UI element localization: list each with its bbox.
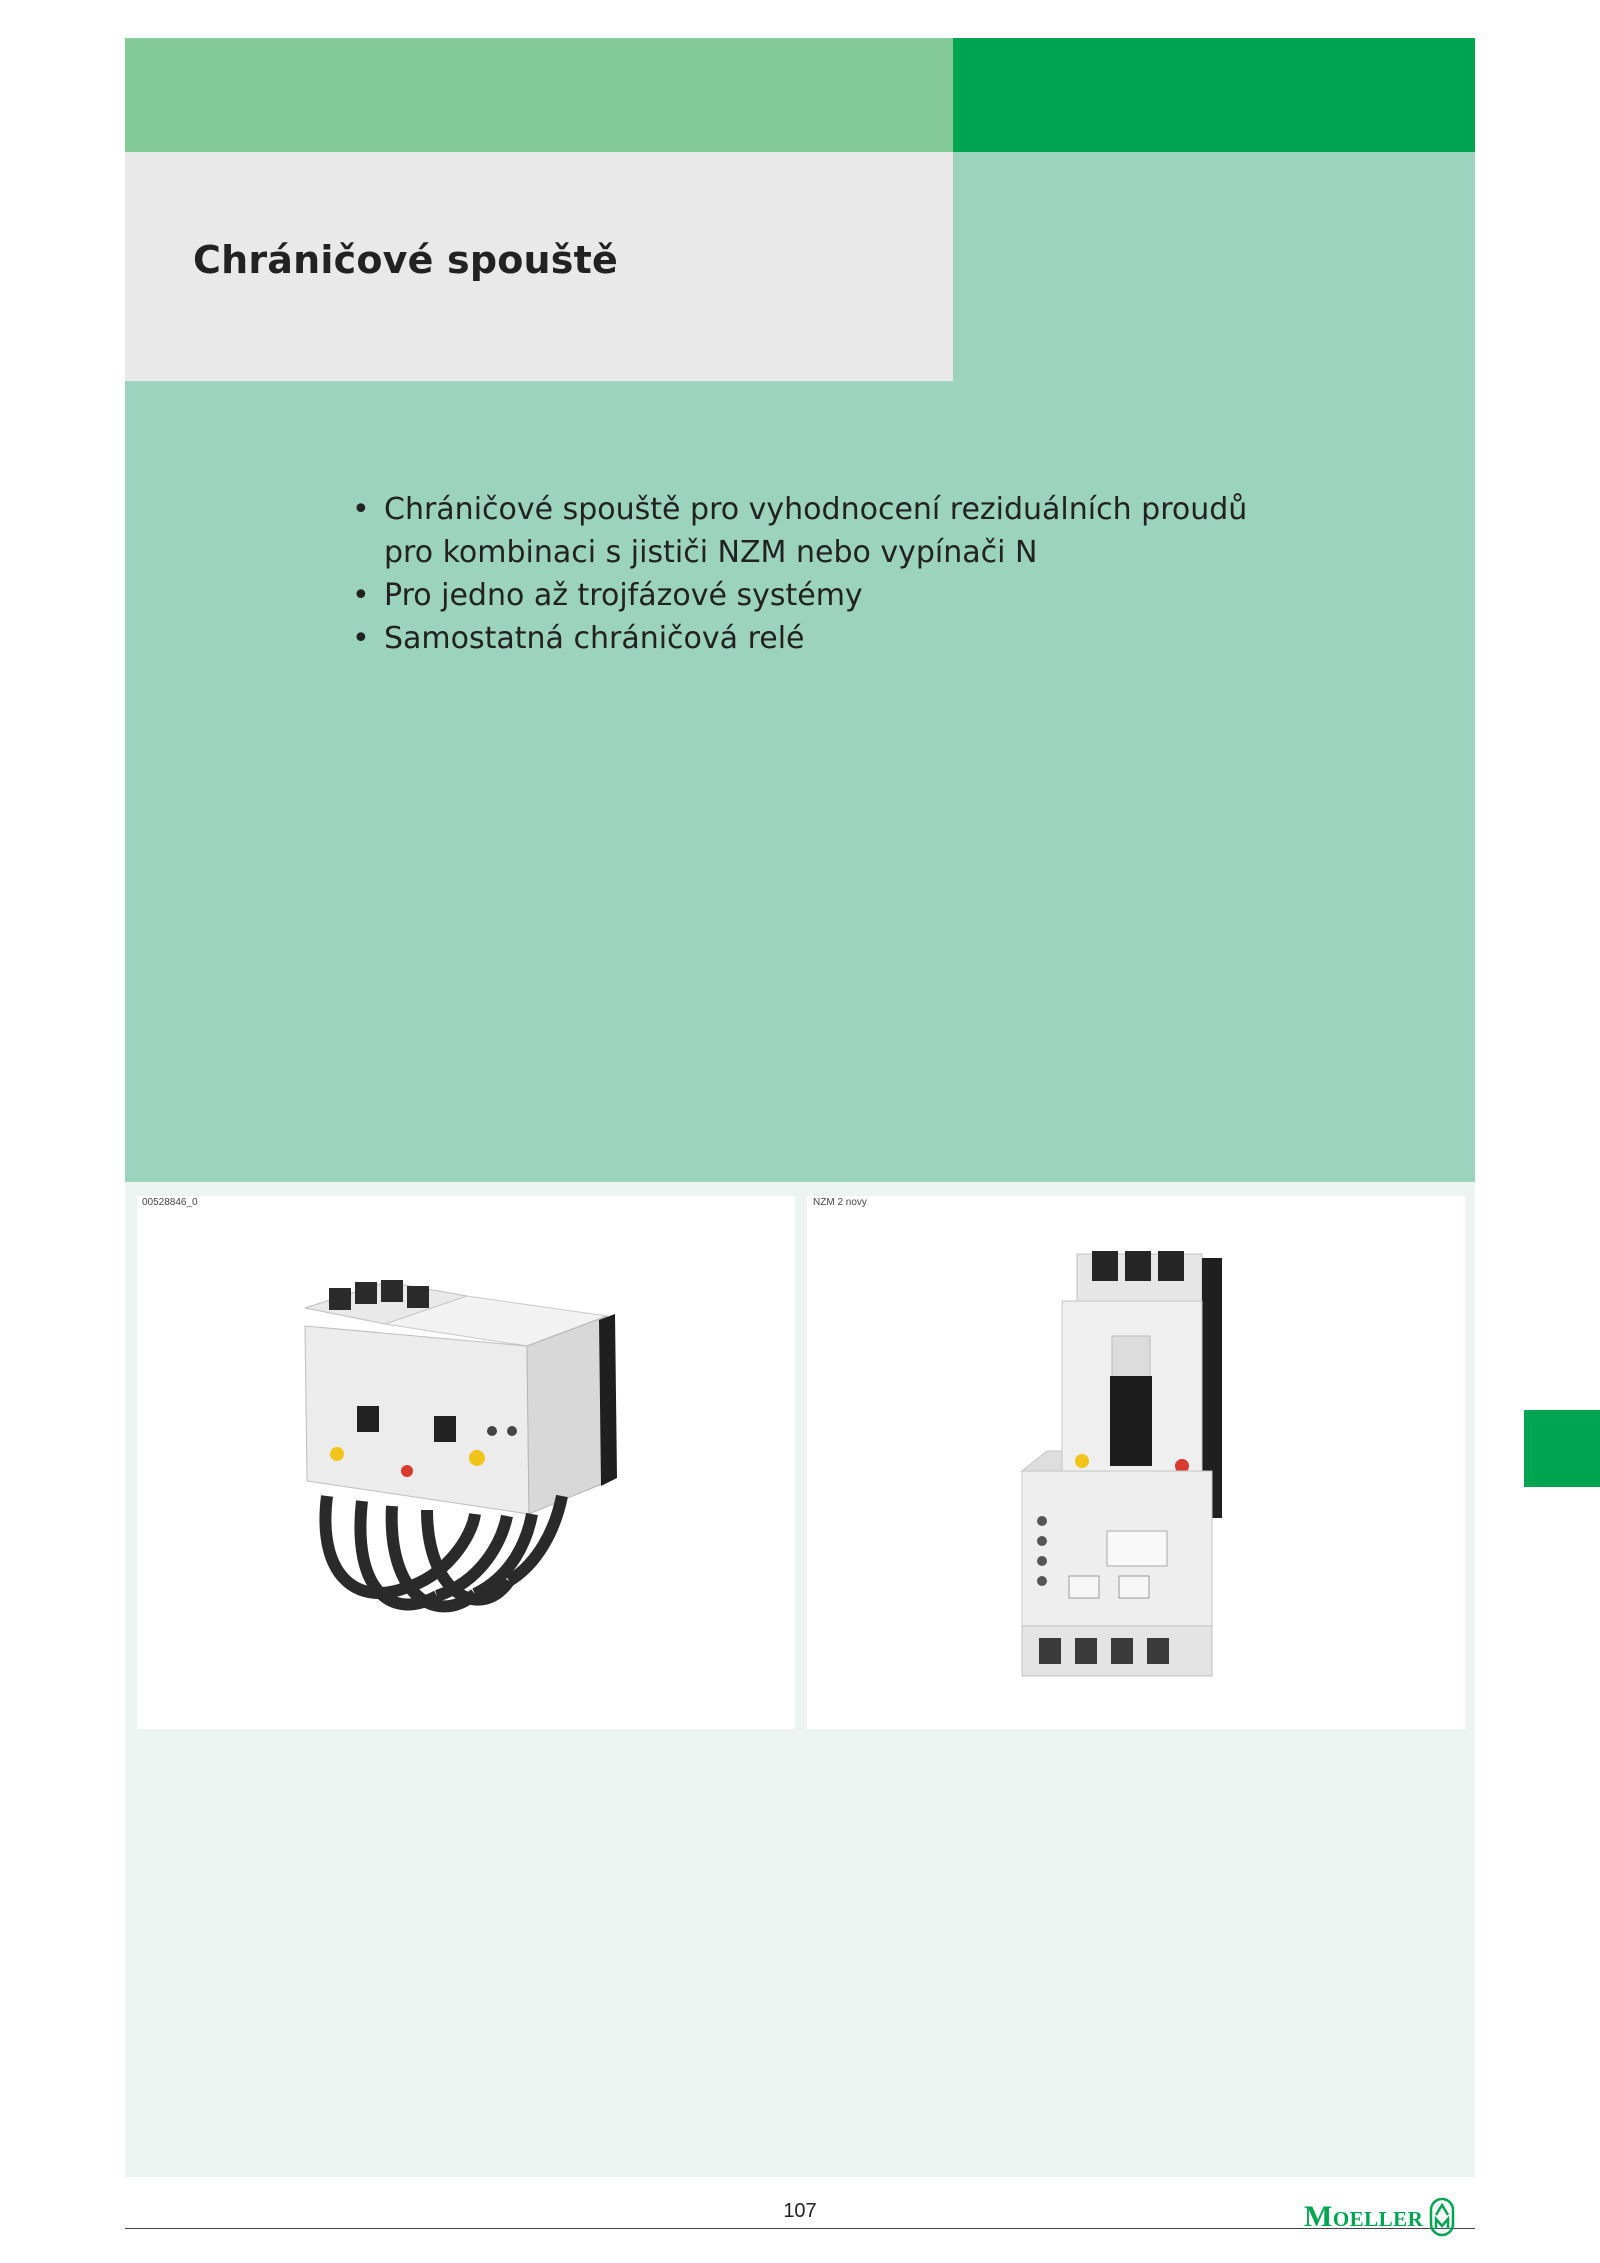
- feature-text: Chráničové spouště pro vyhodnocení reziduálních proudů pro kombinaci s jističi NZM nebo vypínači N: [384, 492, 1248, 570]
- feature-item: [352, 617, 1252, 660]
- product-photo-nzm2: [807, 1196, 1465, 1729]
- photo-caption: 00528846_0: [142, 1197, 198, 1208]
- bullet-icon: •: [352, 621, 370, 656]
- breaker-4pole-illustration: [137, 1196, 795, 1729]
- page-title: Chráničové spouště: [193, 238, 618, 282]
- nzm2-illustration: [807, 1196, 1465, 1729]
- feature-list: [352, 488, 1252, 660]
- feature-text: Pro jedno až trojfázové systémy: [384, 578, 863, 613]
- product-photo-breaker-4pole: [137, 1196, 795, 1729]
- header-band-dark: [953, 38, 1475, 152]
- photo-caption: NZM 2 novy: [813, 1197, 867, 1208]
- feature-item: [352, 488, 1252, 574]
- feature-item: [352, 574, 1252, 617]
- bullet-icon: •: [352, 578, 370, 613]
- feature-text: Samostatná chráničová relé: [384, 621, 805, 656]
- section-tab-marker: [1524, 1410, 1600, 1487]
- footer-rule: [125, 2228, 1475, 2229]
- bullet-icon: •: [352, 492, 370, 527]
- brand-name: Moeller: [1304, 2200, 1424, 2233]
- moeller-emblem-icon: [1429, 2197, 1455, 2237]
- page-number: 107: [783, 2200, 817, 2222]
- brand-logo: [1304, 2197, 1455, 2237]
- header-band-light: [125, 38, 953, 152]
